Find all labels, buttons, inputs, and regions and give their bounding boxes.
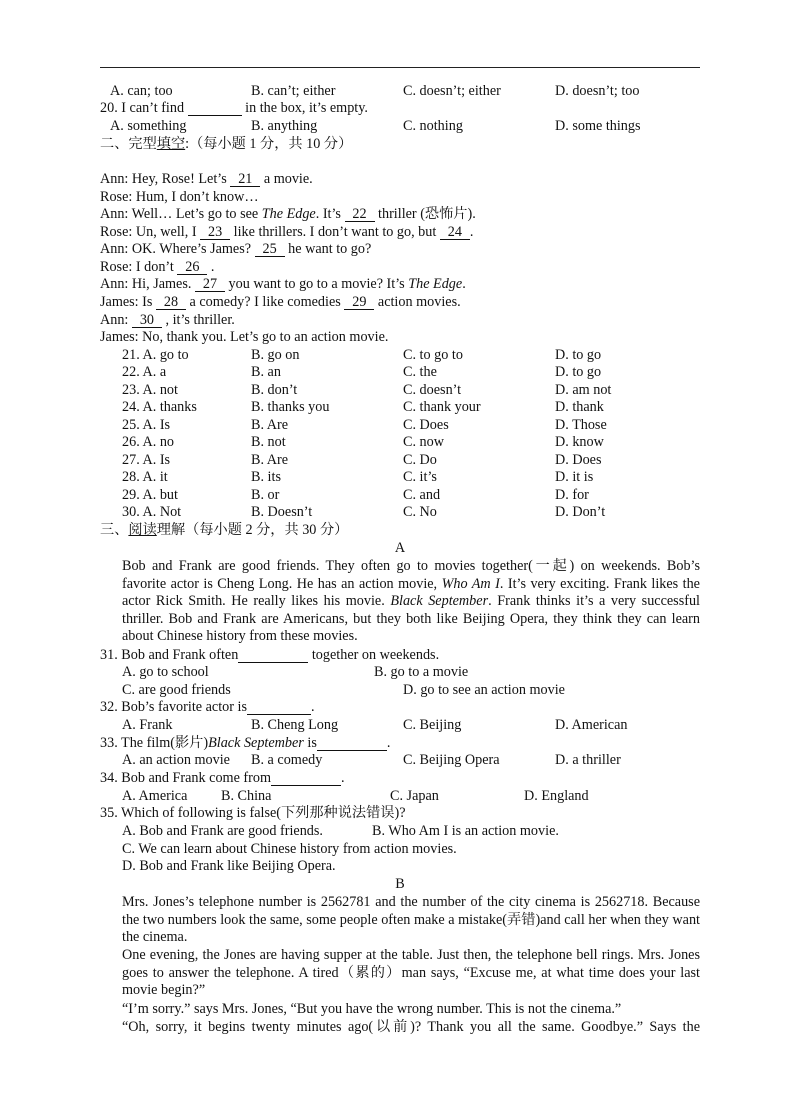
option: B. can’t; either — [251, 83, 336, 99]
passage-b-paragraph: “I’m sorry.” says Mrs. Jones, “But you have the wrong number. This is not the cinema.” — [122, 1001, 622, 1017]
passage-b-paragraph: Mrs. Jones’s telephone number is 2562781 and the number of the city cinema is 2562718. Because the two numbers look the same, some people often make a mistake(弄错)and call her when they want the cinema. — [122, 894, 700, 946]
blank-25: 25 — [255, 242, 285, 257]
dialogue-line: Rose: I don’t 26 . — [100, 259, 215, 275]
option: A. can; too — [110, 83, 173, 99]
blank-23: 23 — [200, 225, 230, 240]
option: C. nothing — [403, 118, 463, 134]
blank-27: 27 — [195, 277, 225, 292]
answer-blank — [238, 648, 308, 663]
dialogue-line: Ann: Hey, Rose! Let’s 21 a movie. — [100, 171, 313, 187]
option: D. doesn’t; too — [555, 83, 640, 99]
dialogue-line: Ann: 30 , it’s thriller. — [100, 312, 235, 328]
option: B. anything — [251, 118, 318, 134]
question-20: 20. I can’t find in the box, it’s empty. — [100, 100, 368, 116]
dialogue-line: Rose: Hum, I don’t know… — [100, 189, 259, 205]
dialogue-line: Rose: Un, well, I 23 like thrillers. I don’t want to go, but 24 . — [100, 224, 474, 240]
blank-21: 21 — [230, 172, 260, 187]
question-31: 31. Bob and Frank often together on weekends. — [100, 647, 440, 663]
blank-22: 22 — [345, 207, 375, 222]
option: C. doesn’t; either — [403, 83, 501, 99]
question-34: 34. Bob and Frank come from . — [100, 770, 345, 786]
header-rule — [100, 67, 700, 68]
passage-b-paragraph: “Oh, sorry, it begins twenty minutes ago(以前)? Thank you all the same. Goodbye.” Says the — [122, 1019, 700, 1035]
section-2-heading: 二、完型填空:（每小题 1 分，共 10 分） — [100, 136, 353, 152]
dialogue-line: Ann: OK. Where’s James? 25 he want to go? — [100, 241, 372, 257]
passage-a-label: A — [394, 540, 406, 556]
answer-blank — [317, 736, 387, 751]
passage-a-text: Bob and Frank are good friends. They often go to movies together(一起) on weekends. Bob’s favorite actor is Cheng Long. He has an action movie, Who Am I. It’s very exciting. Frank likes the actor Rick Smith. He really likes his movie. Black September. Frank thinks it’s a very successful thriller. Bob and Frank are Americans, but they both like Beijing Opera, they think they can learn about Chinese history from these movies. — [122, 558, 700, 645]
section-3-heading: 三、阅读理解（每小题 2 分，共 30 分） — [100, 522, 349, 538]
answer-blank — [188, 101, 242, 116]
blank-30: 30 — [132, 313, 162, 328]
option: D. some things — [555, 118, 641, 134]
dialogue-line: Ann: Hi, James. 27 you want to go to a movie? It’s The Edge. — [100, 276, 466, 292]
answer-blank — [271, 771, 341, 786]
blank-28: 28 — [156, 295, 186, 310]
question-32: 32. Bob’s favorite actor is . — [100, 699, 315, 715]
dialogue-line: James: No, thank you. Let’s go to an action movie. — [100, 329, 389, 345]
question-35: 35. Which of following is false(下列那种说法错误)? — [100, 805, 406, 821]
blank-26: 26 — [177, 260, 207, 275]
passage-b-label: B — [395, 876, 405, 892]
option: A. something — [110, 118, 187, 134]
dialogue-line: James: Is 28 a comedy? I like comedies 29 action movies. — [100, 294, 461, 310]
blank-29: 29 — [344, 295, 374, 310]
answer-blank — [247, 700, 311, 715]
blank-24: 24 — [440, 225, 470, 240]
question-33: 33. The film(影片)Black September is . — [100, 735, 391, 751]
dialogue-line: Ann: Well… Let’s go to see The Edge. It’s 22 thriller (恐怖片). — [100, 206, 476, 222]
passage-b-paragraph: One evening, the Jones are having supper at the table. Just then, the telephone bell rings. Mrs. Jones goes to answer the telephone. A tired（累的）man says, “Excuse me, at what time does your last movie begin?” — [122, 947, 700, 999]
